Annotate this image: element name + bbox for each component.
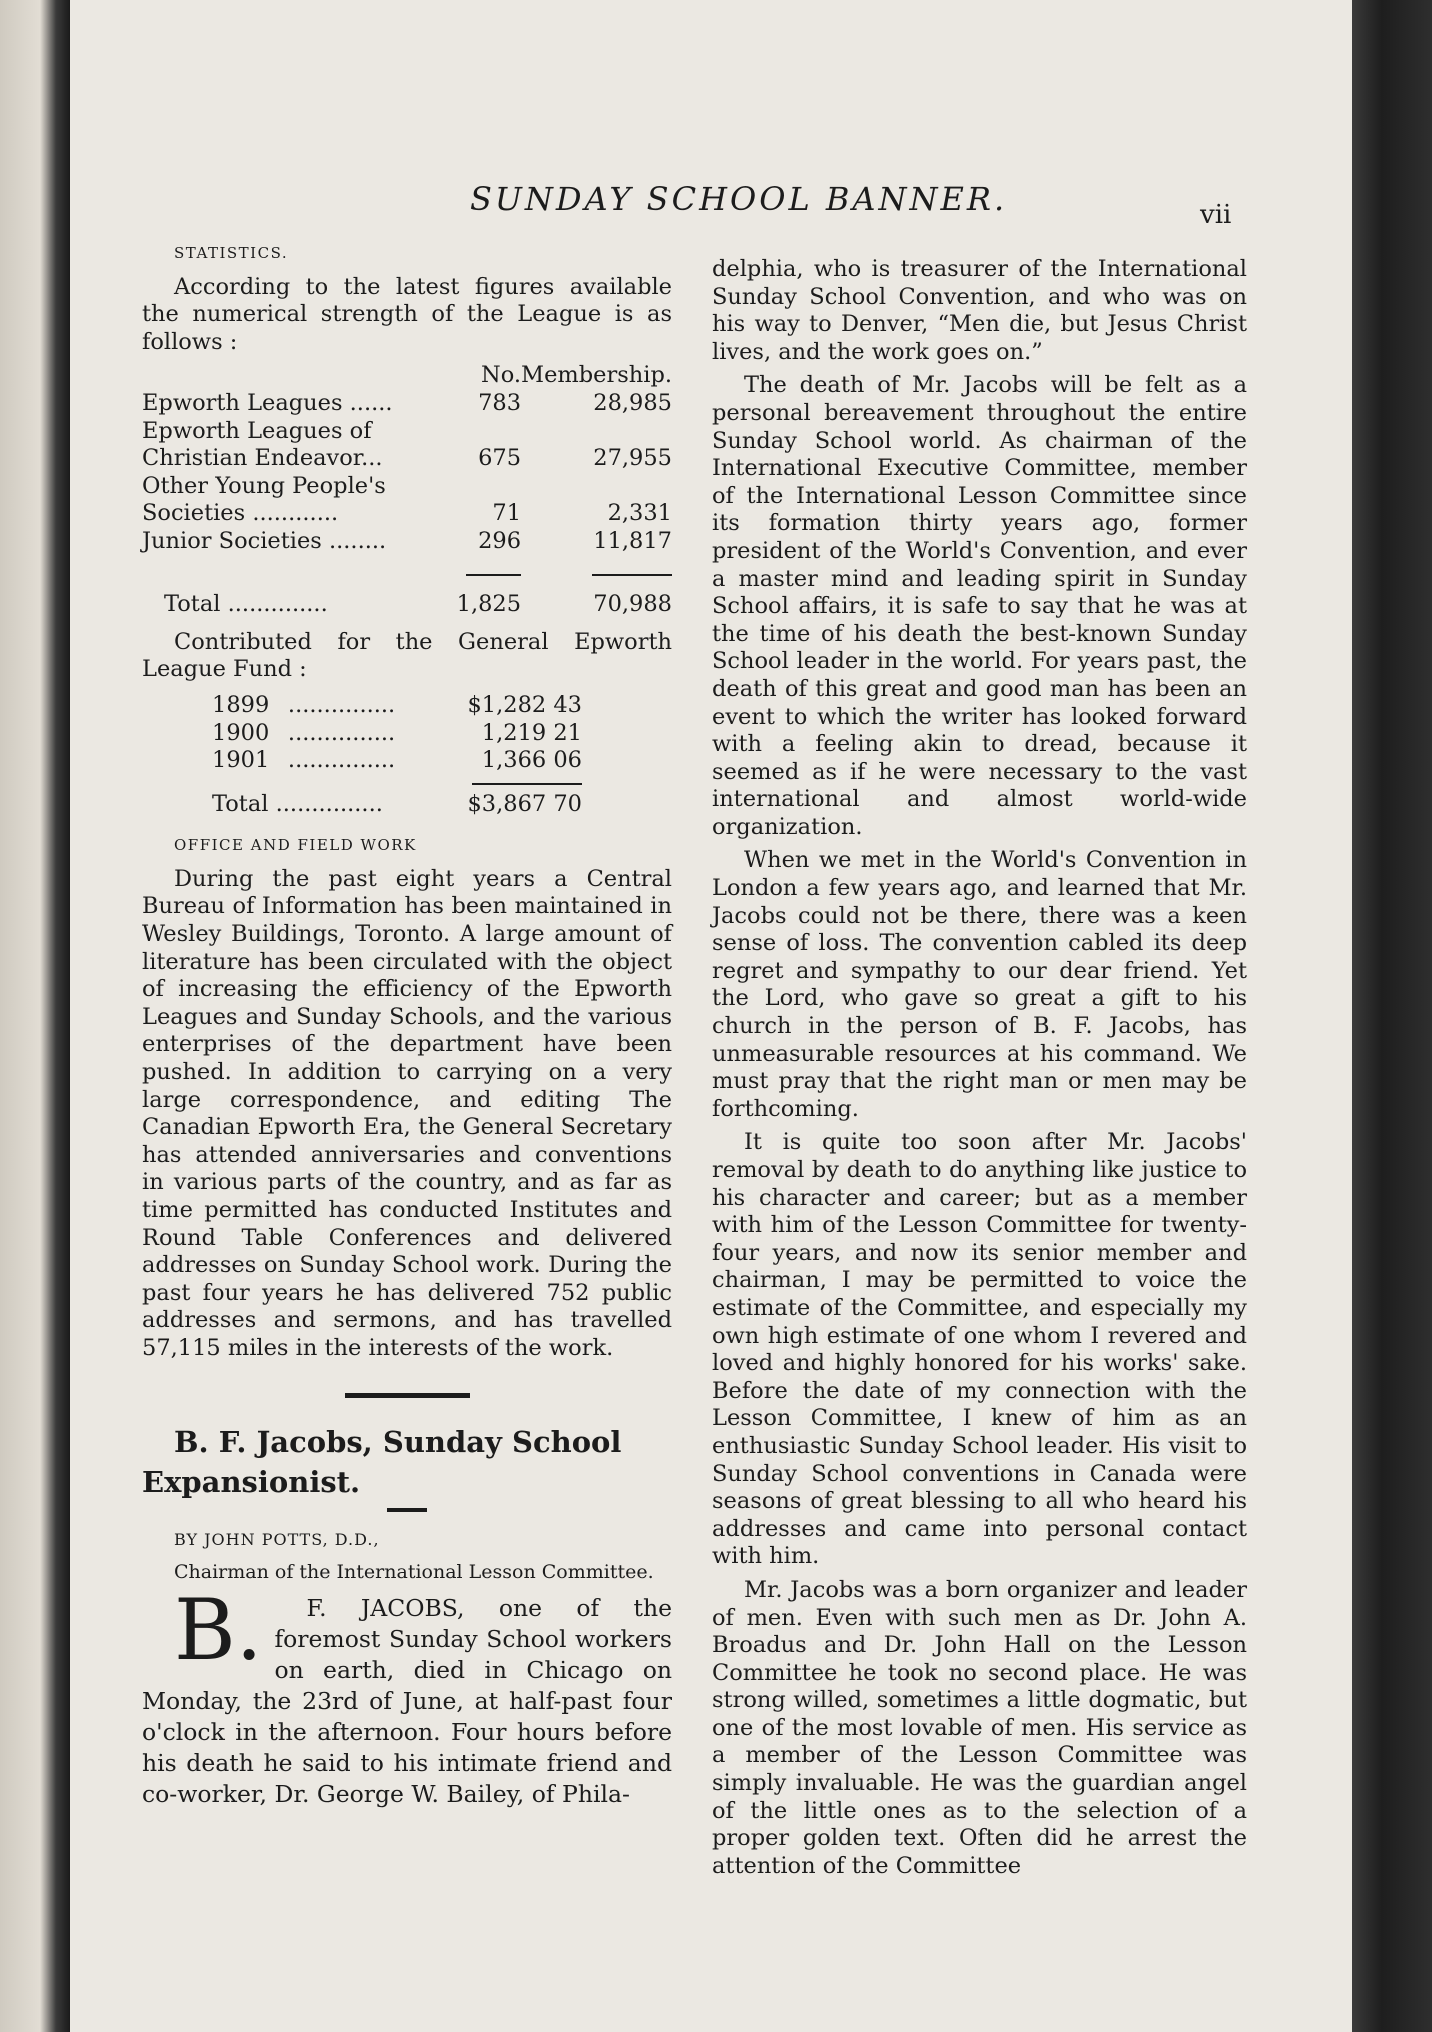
fund-total-row — [212, 791, 582, 819]
byline-role: Chairman of the International Lesson Committee. — [174, 1561, 654, 1584]
fund-total-label: Total ............... — [212, 790, 383, 817]
row-membership: 11,817 — [593, 527, 672, 554]
article-title — [142, 1422, 672, 1502]
drop-cap: B. — [174, 1580, 263, 1679]
fund-amount: 1,366 06 — [481, 747, 582, 774]
table-header-row — [142, 362, 672, 390]
statistics-heading: STATISTICS. — [174, 244, 289, 262]
page-number: vii — [1200, 200, 1232, 230]
col-no-header: No. — [481, 362, 522, 389]
table-row — [142, 390, 672, 418]
table-row — [142, 528, 672, 556]
office-heading: OFFICE AND FIELD WORK — [174, 836, 417, 855]
row-label: Epworth Leagues ...... — [142, 389, 393, 416]
article-opening-text: F. JACOBS, one of the foremost Sunday School workers on earth, died in Chicago on Monday, the 23rd of June, at half-past four o'clock in the afternoon. Four hours before his death he said to his intimate friend and co-worker, Dr. George W. Bailey, of Phila- — [142, 1593, 672, 1808]
fund-row — [212, 720, 582, 748]
total-rule — [592, 574, 672, 576]
title-rule — [387, 1508, 427, 1512]
article-paragraph: The death of Mr. Jacobs will be felt as a personal bereavement throughout the entire Sunday School world. As chairman of the International Executive Committee, member of the International Lesson Committee since its formation thirty years ago, former president of the World's Convention, and ever a master mind and leading spirit in Sunday School affairs, it is safe to say that he was at the time of his death the best-known Sunday School leader in the world. For years past, the death of this great and good man has been an event to which the writer has looked forward with a feeling akin to dread, because it seemed as if he were necessary to the vast international and almost world-wide organization. — [712, 372, 1247, 840]
row-membership: 2,331 — [607, 500, 672, 527]
statistics-intro: According to the latest figures available the numerical strength of the League is as follows : — [142, 273, 672, 355]
row-membership: 28,985 — [593, 389, 672, 416]
section-divider — [345, 1393, 470, 1398]
book-spine-edge — [1352, 0, 1432, 2032]
facing-page-edge — [0, 0, 70, 2032]
article-paragraph: delphia, who is treasurer of the International Sunday School Convention, and who was on his way to Denver, “Men die, but Jesus Christ lives, and the work goes on.” — [712, 256, 1247, 365]
fund-total-rule — [472, 783, 582, 785]
fund-row — [212, 747, 582, 775]
fund-total-table — [212, 791, 582, 819]
table-row — [142, 418, 672, 473]
fund-intro: Contributed for the General Epworth League Fund : — [142, 628, 672, 683]
byline: BY JOHN POTTS, D.D., — [174, 1529, 380, 1549]
article-paragraph: It is quite too soon after Mr. Jacobs' removal by death to do anything like justice to his character and career; but as a member with him of the Lesson Committee for twenty-four years, and now its senior member and chairman, I may be permitted to voice the estimate of the Committee, and especially my own high estimate of one whom I revered and loved and highly honored for his works' sake. Before the date of my connection with the Lesson Committee, I knew of him as an enthusiastic Sunday School leader. His visit to Sunday School conventions in Canada were seasons of great blessing to all who heard his addresses and came into personal contact with him. — [712, 1129, 1247, 1570]
article-title-line2: Expansionist. — [142, 1464, 361, 1499]
row-membership: 27,955 — [593, 445, 672, 472]
fund-dots: ............... — [287, 747, 396, 774]
total-no: 1,825 — [456, 591, 522, 618]
article-opening — [142, 1580, 672, 1810]
total-membership: 70,988 — [593, 591, 672, 618]
row-label: Epworth Leagues of Christian Endeavor... — [142, 417, 383, 472]
table-row — [142, 473, 672, 528]
total-label: Total .............. — [164, 591, 328, 618]
total-row — [142, 583, 672, 619]
fund-amount: 1,219 21 — [481, 719, 582, 746]
left-column — [142, 240, 672, 1816]
total-rule — [466, 574, 521, 576]
fund-total: $3,867 70 — [467, 790, 582, 817]
article-title-line1: B. F. Jacobs, Sunday School — [174, 1424, 622, 1459]
fund-table — [212, 692, 582, 775]
row-no: 675 — [478, 445, 522, 472]
article-paragraph: When we met in the World's Convention in London a few years ago, and learned that Mr. Jacobs could not be there, there was a keen sense of loss. The convention cabled its deep regret and sympathy to our dear friend. Yet the Lord, who gave so great a gift to his church in the person of B. F. Jacobs, has unmeasurable resources at his command. We must pray that the right man or men may be forthcoming. — [712, 847, 1247, 1122]
running-title: SUNDAY SCHOOL BANNER. — [470, 180, 1008, 218]
office-paragraph: During the past eight years a Central Bureau of Information has been maintained in Wesley Buildings, Toronto. A large amount of literature has been circulated with the object of increasing the efficiency of the Epworth Leagues and Sunday Schools, and the various enterprises of the department have been pushed. In addition to carrying on a very large correspondence, and editing The Canadian Epworth Era, the General Secretary has attended anniversaries and conventions in various parts of the country, and as far as time permitted has conducted Institutes and Round Table Conferences and delivered addresses on Sunday School work. During the past four years he has delivered 752 public addresses and sermons, and has travelled 57,115 miles in the interests of the work. — [142, 865, 672, 1361]
fund-year: 1901 — [212, 747, 270, 774]
fund-dots: ............... — [287, 719, 396, 746]
row-label: Other Young People's Societies ............ — [142, 472, 386, 527]
article-paragraph: Mr. Jacobs was a born organizer and leader of men. Even with such men as Dr. John A. Broadus and Dr. John Hall on the Lesson Committee he took no second place. He was strong willed, sometimes a little dogmatic, but one of the most lovable of men. His service as a member of the Lesson Committee was simply invaluable. He was the guardian angel of the little ones as to the selection of a proper golden text. Often did he arrest the attention of the Committee — [712, 1576, 1247, 1879]
right-column — [712, 256, 1247, 1886]
fund-row — [212, 692, 582, 720]
col-membership-header: Membership. — [521, 362, 672, 389]
row-no: 71 — [492, 500, 522, 527]
row-no: 296 — [478, 527, 522, 554]
fund-dots: ............... — [287, 691, 396, 718]
total-rule-row — [142, 556, 672, 584]
fund-year: 1899 — [212, 691, 270, 718]
statistics-table — [142, 362, 672, 618]
row-no: 783 — [478, 389, 522, 416]
fund-amount: $1,282 43 — [467, 691, 582, 718]
fund-year: 1900 — [212, 719, 270, 746]
row-label: Junior Societies ........ — [142, 527, 387, 554]
